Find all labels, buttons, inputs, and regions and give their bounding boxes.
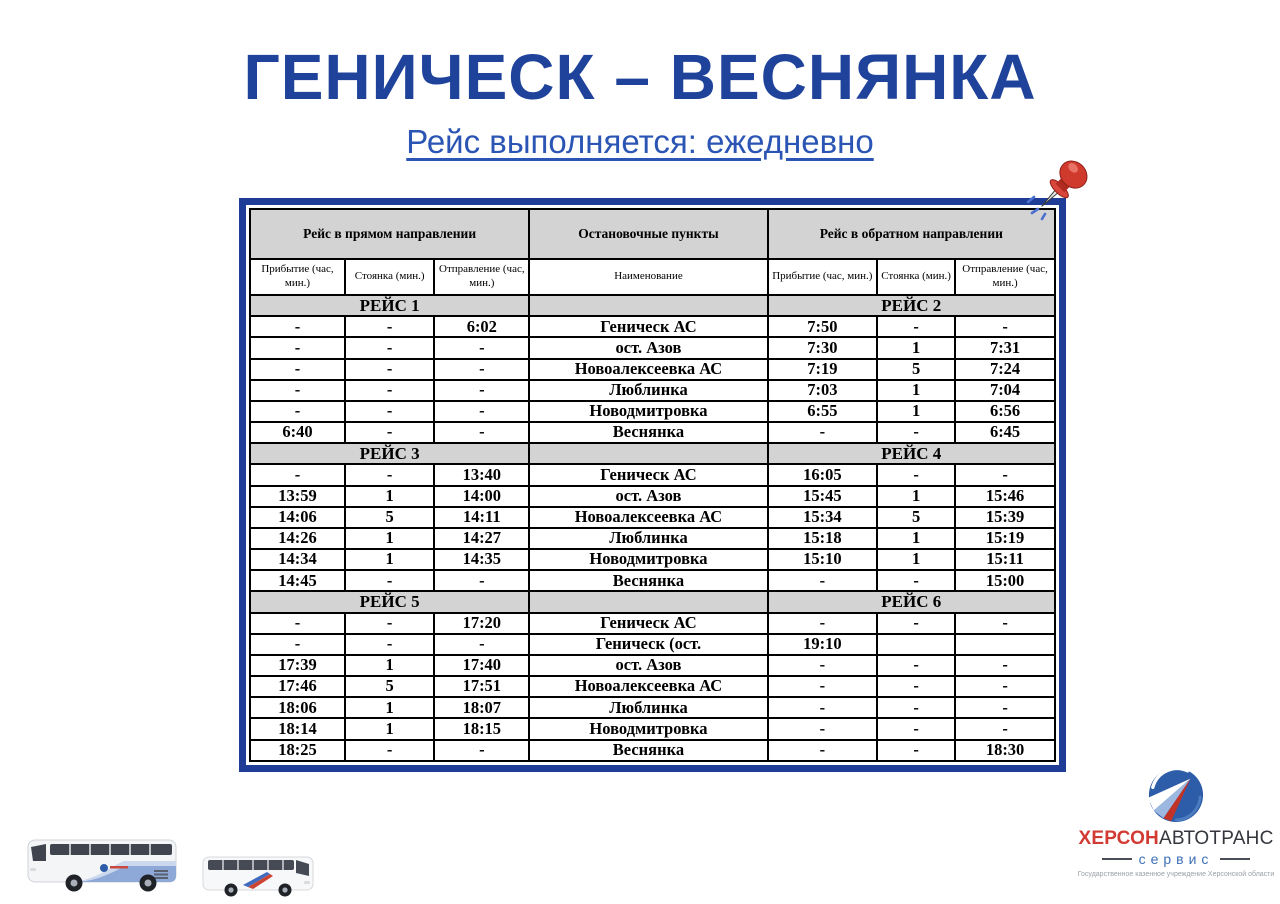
time-cell: - bbox=[345, 380, 434, 401]
table-row bbox=[250, 422, 1055, 443]
time-cell: 7:50 bbox=[768, 316, 877, 337]
time-cell: 1 bbox=[877, 486, 955, 507]
time-cell: - bbox=[345, 464, 434, 485]
time-cell: 7:24 bbox=[955, 359, 1055, 380]
header-backward-direction: Рейс в обратном направлении bbox=[768, 209, 1055, 259]
col-header-stop-backward: Стоянка (мин.) bbox=[877, 259, 955, 295]
time-cell: 14:27 bbox=[434, 528, 529, 549]
stop-name-cell: ост. Азов bbox=[529, 655, 767, 676]
stop-name-cell: Веснянка bbox=[529, 570, 767, 591]
time-cell: 1 bbox=[877, 549, 955, 570]
brand-primary: ХЕРСОН bbox=[1078, 828, 1159, 849]
time-cell: - bbox=[345, 740, 434, 761]
time-cell: - bbox=[250, 401, 345, 422]
time-cell: 15:18 bbox=[768, 528, 877, 549]
stop-name-cell: Новоалексеевка АС bbox=[529, 507, 767, 528]
stop-name-cell: Новодмитровка bbox=[529, 401, 767, 422]
time-cell: - bbox=[768, 655, 877, 676]
table-row bbox=[250, 676, 1055, 697]
time-cell: 5 bbox=[877, 507, 955, 528]
table-row bbox=[250, 634, 1055, 655]
stop-name-cell: Люблинка bbox=[529, 697, 767, 718]
section-row bbox=[250, 591, 1055, 612]
time-cell: - bbox=[955, 676, 1055, 697]
table-row bbox=[250, 740, 1055, 761]
time-cell: - bbox=[345, 570, 434, 591]
time-cell: 19:10 bbox=[768, 634, 877, 655]
time-cell: - bbox=[345, 316, 434, 337]
brand-text bbox=[1078, 828, 1273, 850]
service-rule-right bbox=[1220, 858, 1250, 860]
time-cell: 18:30 bbox=[955, 740, 1055, 761]
time-cell: - bbox=[955, 464, 1055, 485]
time-cell: - bbox=[955, 613, 1055, 634]
stop-name-cell: Веснянка bbox=[529, 422, 767, 443]
time-cell: 7:19 bbox=[768, 359, 877, 380]
page-title: ГЕНИЧЕСК – ВЕСНЯНКА bbox=[243, 41, 1037, 113]
time-cell: - bbox=[877, 613, 955, 634]
section-label-backward: РЕЙС 6 bbox=[768, 591, 1055, 612]
time-cell: - bbox=[877, 718, 955, 739]
time-cell bbox=[955, 634, 1055, 655]
time-cell: - bbox=[768, 718, 877, 739]
table-row bbox=[250, 528, 1055, 549]
table-row bbox=[250, 359, 1055, 380]
time-cell: - bbox=[877, 464, 955, 485]
col-header-departure-forward: Отправление (час, мин.) bbox=[434, 259, 529, 295]
time-cell: - bbox=[877, 676, 955, 697]
time-cell: 1 bbox=[345, 549, 434, 570]
col-header-arrival-backward: Прибытие (час, мин.) bbox=[768, 259, 877, 295]
time-cell: 18:06 bbox=[250, 697, 345, 718]
stop-name-cell: Новодмитровка bbox=[529, 549, 767, 570]
time-cell: 1 bbox=[345, 718, 434, 739]
time-cell: - bbox=[250, 337, 345, 358]
time-cell: 16:05 bbox=[768, 464, 877, 485]
col-header-stop-forward: Стоянка (мин.) bbox=[345, 259, 434, 295]
time-cell: 1 bbox=[345, 528, 434, 549]
time-cell: - bbox=[250, 380, 345, 401]
stop-name-cell: ост. Азов bbox=[529, 486, 767, 507]
service-rule-left bbox=[1102, 858, 1132, 860]
stop-name-cell: Новоалексеевка АС bbox=[529, 359, 767, 380]
time-cell: 18:15 bbox=[434, 718, 529, 739]
table-row bbox=[250, 507, 1055, 528]
table-row bbox=[250, 697, 1055, 718]
time-cell bbox=[877, 634, 955, 655]
time-cell: - bbox=[768, 613, 877, 634]
stop-name-cell: Люблинка bbox=[529, 380, 767, 401]
section-label-forward: РЕЙС 5 bbox=[250, 591, 529, 612]
stop-name-cell: Веснянка bbox=[529, 740, 767, 761]
time-cell: - bbox=[345, 422, 434, 443]
time-cell: - bbox=[877, 655, 955, 676]
time-cell: 6:56 bbox=[955, 401, 1055, 422]
time-cell: 15:46 bbox=[955, 486, 1055, 507]
time-cell: - bbox=[345, 359, 434, 380]
company-logo bbox=[1078, 766, 1274, 896]
col-header-stop-name: Наименование bbox=[529, 259, 767, 295]
time-cell: 15:34 bbox=[768, 507, 877, 528]
section-label-backward: РЕЙС 4 bbox=[768, 443, 1055, 464]
group-header-row bbox=[250, 209, 1055, 259]
time-cell: - bbox=[434, 337, 529, 358]
time-cell: - bbox=[434, 570, 529, 591]
table-row bbox=[250, 655, 1055, 676]
time-cell: - bbox=[345, 613, 434, 634]
time-cell: 17:40 bbox=[434, 655, 529, 676]
time-cell: - bbox=[345, 401, 434, 422]
time-cell: - bbox=[345, 337, 434, 358]
time-cell: 6:55 bbox=[768, 401, 877, 422]
time-cell: 14:06 bbox=[250, 507, 345, 528]
table-row bbox=[250, 337, 1055, 358]
time-cell: 14:34 bbox=[250, 549, 345, 570]
time-cell: 5 bbox=[345, 676, 434, 697]
time-cell: - bbox=[250, 634, 345, 655]
time-cell: 17:39 bbox=[250, 655, 345, 676]
table-row bbox=[250, 486, 1055, 507]
stop-name-cell: Люблинка bbox=[529, 528, 767, 549]
time-cell: - bbox=[955, 718, 1055, 739]
time-cell: 14:45 bbox=[250, 570, 345, 591]
time-cell: - bbox=[434, 422, 529, 443]
table-row bbox=[250, 570, 1055, 591]
time-cell: 13:40 bbox=[434, 464, 529, 485]
time-cell: 15:39 bbox=[955, 507, 1055, 528]
section-row bbox=[250, 443, 1055, 464]
stop-name-cell: Новоалексеевка АС bbox=[529, 676, 767, 697]
time-cell: 7:31 bbox=[955, 337, 1055, 358]
time-cell: 6:02 bbox=[434, 316, 529, 337]
section-label-backward: РЕЙС 2 bbox=[768, 295, 1055, 316]
time-cell: 1 bbox=[877, 337, 955, 358]
section-label-forward: РЕЙС 3 bbox=[250, 443, 529, 464]
time-cell: 18:07 bbox=[434, 697, 529, 718]
section-row bbox=[250, 295, 1055, 316]
time-cell: - bbox=[434, 634, 529, 655]
time-cell: - bbox=[955, 655, 1055, 676]
time-cell: 13:59 bbox=[250, 486, 345, 507]
time-cell: 6:40 bbox=[250, 422, 345, 443]
road-circle-logo-icon bbox=[1147, 766, 1205, 824]
time-cell: - bbox=[877, 570, 955, 591]
time-cell: 1 bbox=[877, 401, 955, 422]
time-cell: 14:00 bbox=[434, 486, 529, 507]
col-header-departure-backward: Отправление (час, мин.) bbox=[955, 259, 1055, 295]
time-cell: - bbox=[768, 570, 877, 591]
time-cell: 5 bbox=[877, 359, 955, 380]
schedule-table-body bbox=[250, 295, 1055, 761]
time-cell: - bbox=[877, 740, 955, 761]
table-row bbox=[250, 718, 1055, 739]
header-forward-direction: Рейс в прямом направлении bbox=[250, 209, 529, 259]
header-stop-points: Остановочные пункты bbox=[529, 209, 767, 259]
brand-service: сервис bbox=[1138, 851, 1214, 867]
time-cell: - bbox=[250, 613, 345, 634]
time-cell: 15:10 bbox=[768, 549, 877, 570]
time-cell: 15:11 bbox=[955, 549, 1055, 570]
section-spacer bbox=[529, 591, 767, 612]
pushpin-icon bbox=[1018, 152, 1096, 230]
table-row bbox=[250, 401, 1055, 422]
time-cell: 15:00 bbox=[955, 570, 1055, 591]
column-header-row bbox=[250, 259, 1055, 295]
time-cell: - bbox=[768, 676, 877, 697]
time-cell: 1 bbox=[877, 380, 955, 401]
time-cell: 1 bbox=[877, 528, 955, 549]
time-cell: - bbox=[877, 422, 955, 443]
time-cell: 14:26 bbox=[250, 528, 345, 549]
time-cell: 14:35 bbox=[434, 549, 529, 570]
time-cell: 1 bbox=[345, 655, 434, 676]
time-cell: - bbox=[434, 740, 529, 761]
table-row bbox=[250, 316, 1055, 337]
time-cell: 15:45 bbox=[768, 486, 877, 507]
time-cell: 18:25 bbox=[250, 740, 345, 761]
table-row bbox=[250, 380, 1055, 401]
time-cell: - bbox=[768, 697, 877, 718]
time-cell: - bbox=[955, 316, 1055, 337]
schedule-table bbox=[249, 208, 1056, 762]
time-cell: - bbox=[955, 697, 1055, 718]
schedule-table-frame bbox=[239, 198, 1066, 772]
time-cell: - bbox=[250, 359, 345, 380]
bus-small-illustration bbox=[201, 849, 315, 899]
time-cell: 18:14 bbox=[250, 718, 345, 739]
time-cell: 6:45 bbox=[955, 422, 1055, 443]
time-cell: - bbox=[250, 464, 345, 485]
time-cell: - bbox=[877, 316, 955, 337]
section-label-forward: РЕЙС 1 bbox=[250, 295, 529, 316]
time-cell: 7:03 bbox=[768, 380, 877, 401]
stop-name-cell: Геническ АС bbox=[529, 316, 767, 337]
time-cell: 7:30 bbox=[768, 337, 877, 358]
time-cell: 14:11 bbox=[434, 507, 529, 528]
time-cell: 7:04 bbox=[955, 380, 1055, 401]
time-cell: 1 bbox=[345, 697, 434, 718]
brand-service-row bbox=[1102, 851, 1251, 867]
stop-name-cell: ост. Азов bbox=[529, 337, 767, 358]
section-spacer bbox=[529, 443, 767, 464]
time-cell: - bbox=[768, 740, 877, 761]
time-cell: - bbox=[345, 634, 434, 655]
col-header-arrival-forward: Прибытие (час, мин.) bbox=[250, 259, 345, 295]
stop-name-cell: Геническ АС bbox=[529, 613, 767, 634]
stop-name-cell: Геническ (ост. bbox=[529, 634, 767, 655]
section-spacer bbox=[529, 295, 767, 316]
time-cell: - bbox=[434, 359, 529, 380]
table-row bbox=[250, 464, 1055, 485]
stop-name-cell: Новодмитровка bbox=[529, 718, 767, 739]
time-cell: 5 bbox=[345, 507, 434, 528]
table-row bbox=[250, 549, 1055, 570]
page-subtitle: Рейс выполняется: ежедневно bbox=[406, 123, 874, 160]
stop-name-cell: Геническ АС bbox=[529, 464, 767, 485]
time-cell: - bbox=[250, 316, 345, 337]
time-cell: 17:46 bbox=[250, 676, 345, 697]
bus-large-illustration bbox=[26, 830, 178, 894]
time-cell: 17:20 bbox=[434, 613, 529, 634]
time-cell: 1 bbox=[345, 486, 434, 507]
time-cell: 15:19 bbox=[955, 528, 1055, 549]
time-cell: - bbox=[768, 422, 877, 443]
time-cell: - bbox=[877, 697, 955, 718]
time-cell: - bbox=[434, 380, 529, 401]
brand-secondary: АВТОТРАНС bbox=[1158, 828, 1274, 849]
brand-caption: Государственное казенное учреждение Херсонской области bbox=[1077, 871, 1275, 878]
time-cell: 17:51 bbox=[434, 676, 529, 697]
table-row bbox=[250, 613, 1055, 634]
time-cell: - bbox=[434, 401, 529, 422]
